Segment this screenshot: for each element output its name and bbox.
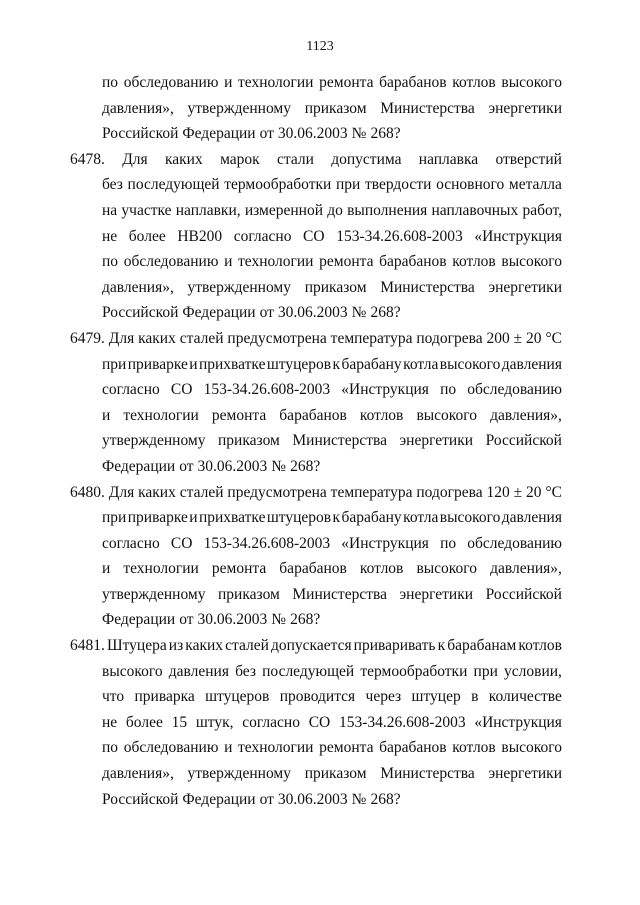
word: при — [102, 509, 127, 527]
word: последующей — [127, 176, 220, 194]
word: давления — [501, 355, 562, 373]
word: ремонта — [319, 739, 374, 757]
word: котла — [403, 509, 439, 527]
word: через — [365, 688, 402, 706]
word: технологии — [238, 74, 314, 91]
continued-question — [70, 70, 562, 147]
text-line — [70, 377, 562, 403]
text-line — [70, 684, 562, 710]
word: № — [351, 304, 367, 322]
text-line — [70, 505, 562, 531]
word: 30.06.2003 — [277, 125, 348, 143]
word: Для — [108, 483, 135, 501]
text-line — [70, 787, 562, 813]
word: утвержденному — [187, 278, 291, 296]
word: на — [102, 201, 118, 219]
word: наплавка — [418, 150, 479, 168]
word: при — [473, 662, 498, 680]
word: Штуцера — [106, 637, 167, 655]
word: не — [102, 227, 118, 245]
word: Российской — [485, 432, 562, 450]
word: и — [102, 560, 111, 578]
word: 153-34.26.608-2003 — [203, 534, 331, 552]
word: котлов — [452, 253, 496, 271]
question-item — [70, 480, 562, 634]
word: без — [235, 662, 256, 680]
word: барабанов — [379, 253, 447, 271]
word: СО — [170, 534, 193, 552]
word: технологии — [123, 406, 199, 424]
word: из — [168, 637, 184, 655]
word: 153-34.26.608-2003 — [339, 713, 466, 731]
word: металла — [508, 176, 562, 194]
word: котлов — [452, 74, 496, 91]
text-line — [70, 300, 562, 326]
word: утвержденному — [102, 432, 206, 450]
word: предусмотрена — [227, 329, 327, 347]
word: и — [224, 739, 233, 757]
word: более — [128, 227, 166, 245]
word: сталей — [179, 329, 224, 347]
word: котлов — [518, 637, 562, 655]
word: № — [351, 790, 367, 808]
word: Российской — [485, 585, 562, 603]
word: ремонта — [211, 560, 267, 578]
word: котлов — [452, 739, 496, 757]
word: давления — [501, 509, 562, 527]
word: от — [179, 611, 194, 629]
word: давления», — [102, 765, 174, 783]
word: работ, — [522, 201, 562, 219]
word: ремонта — [211, 406, 267, 424]
word: обследованию — [467, 534, 562, 552]
word: прихватке — [198, 509, 266, 527]
text-line — [70, 147, 562, 173]
word: ремонта — [319, 253, 374, 271]
text-line — [70, 735, 562, 761]
word: 30.06.2003 — [277, 304, 348, 322]
word: условии, — [504, 662, 562, 680]
word: барабанов — [379, 739, 447, 757]
question-item — [70, 147, 562, 326]
word: стали — [277, 150, 314, 168]
word: «Инструкция — [474, 227, 562, 245]
text-line — [70, 224, 562, 250]
word: подогрева — [416, 483, 483, 501]
word: приварке — [127, 509, 188, 527]
word: к — [437, 637, 446, 655]
word: Федерации — [102, 457, 176, 475]
word: Министерства — [292, 432, 387, 450]
word: Российской — [102, 790, 179, 808]
text-line — [70, 531, 562, 557]
word: барабанам — [447, 637, 517, 655]
word: 30.06.2003 — [277, 790, 348, 808]
word: НВ200 — [177, 227, 223, 245]
word: каких — [138, 483, 176, 501]
word: штуцеров — [266, 509, 332, 527]
text-line — [70, 480, 562, 506]
word: давления», — [490, 406, 562, 424]
text-line — [70, 761, 562, 787]
word: Федерации — [182, 304, 256, 322]
word: последующей — [262, 662, 355, 680]
text-line — [70, 659, 562, 685]
text-line — [70, 454, 562, 480]
word: обследованию — [123, 74, 219, 91]
word: утвержденному — [102, 585, 206, 603]
word: допускается — [271, 637, 352, 655]
word: высокого — [501, 253, 562, 271]
word: температура — [330, 483, 413, 501]
word: 30.06.2003 — [197, 611, 268, 629]
word: что — [102, 688, 125, 706]
word: Министерства — [292, 585, 387, 603]
word: энергетики — [488, 99, 562, 117]
word: от — [259, 125, 274, 143]
word: измеренной — [244, 201, 324, 219]
question-number: 6479. — [70, 329, 105, 347]
word: выполнения — [347, 201, 428, 219]
word: твердости — [364, 176, 432, 194]
word: 15 — [171, 713, 188, 731]
word: штуцер — [411, 688, 461, 706]
text-line — [70, 428, 562, 454]
text-line — [70, 403, 562, 429]
text-line — [70, 556, 562, 582]
word: при — [102, 355, 127, 373]
word: согласно — [233, 227, 292, 245]
word: и — [189, 355, 198, 373]
word: Министерства — [380, 99, 475, 117]
word: СО — [170, 381, 193, 399]
word: 268? — [370, 304, 401, 322]
word: приказом — [304, 278, 367, 296]
word: высокого — [439, 509, 501, 527]
word: и — [224, 74, 233, 91]
text-line — [70, 70, 562, 96]
word: прихватке — [198, 355, 266, 373]
word: более — [125, 713, 163, 731]
word: технологии — [238, 739, 314, 757]
text-line — [70, 275, 562, 301]
word: от — [259, 790, 274, 808]
word: «Инструкция — [341, 381, 429, 399]
word: проводится — [279, 688, 356, 706]
word: согласно — [102, 534, 160, 552]
text-line — [70, 172, 562, 198]
word: подогрева — [416, 329, 483, 347]
word: 120 — [486, 483, 510, 501]
word: 268? — [290, 457, 321, 475]
word: обследованию — [467, 381, 562, 399]
word: 268? — [370, 125, 401, 143]
word: без — [102, 176, 123, 194]
word: количестве — [488, 688, 562, 706]
text-line — [70, 121, 562, 147]
text-line — [70, 198, 562, 224]
word: сталей — [225, 637, 269, 655]
word: энергетики — [488, 278, 562, 296]
word: °С — [545, 483, 562, 501]
word: приваривать — [353, 637, 436, 655]
text-line — [70, 326, 562, 352]
word: давления», — [102, 99, 174, 117]
word: барабанов — [279, 406, 347, 424]
word: Министерства — [380, 765, 475, 783]
word: каких — [138, 329, 176, 347]
word: отверстий — [495, 150, 562, 168]
word: Министерства — [380, 278, 475, 296]
word: до — [327, 201, 343, 219]
word: давления», — [102, 278, 174, 296]
word: обследованию — [123, 739, 219, 757]
word: 20 — [526, 483, 542, 501]
question-number: 6481. — [70, 637, 105, 655]
word: высокого — [416, 406, 478, 424]
word: Для — [122, 150, 148, 168]
word: высокого — [416, 560, 478, 578]
text-line — [70, 710, 562, 736]
word: утвержденному — [187, 99, 291, 117]
word: Федерации — [182, 125, 256, 143]
word: приказом — [218, 432, 280, 450]
word: котлов — [359, 406, 404, 424]
word: к — [332, 509, 341, 527]
word: № — [351, 125, 367, 143]
word: штуцеров — [266, 355, 332, 373]
word: высокого — [501, 739, 562, 757]
word: высокого — [102, 662, 163, 680]
word: Федерации — [102, 611, 176, 629]
text-line — [70, 633, 562, 659]
word: к — [332, 355, 341, 373]
word: 153-34.26.608-2003 — [203, 381, 331, 399]
word: Российской — [102, 304, 179, 322]
word: котла — [403, 355, 439, 373]
text-line — [70, 96, 562, 122]
word: приварка — [134, 688, 195, 706]
word: 30.06.2003 — [197, 457, 268, 475]
word: по — [440, 534, 457, 552]
word: при — [335, 176, 361, 194]
word: ремонта — [319, 74, 374, 91]
text-line — [70, 249, 562, 275]
text-line — [70, 352, 562, 378]
word: «Инструкция — [341, 534, 429, 552]
word: согласно — [102, 381, 160, 399]
word: давления — [168, 662, 229, 680]
text-line — [70, 607, 562, 633]
word: 153-34.26.608-2003 — [336, 227, 463, 245]
document-body — [70, 70, 562, 812]
word: ± — [513, 483, 523, 501]
word: приказом — [304, 765, 367, 783]
word: наплавки, — [175, 201, 241, 219]
word: термообработки — [360, 662, 468, 680]
word: котлов — [359, 560, 404, 578]
word: энергетики — [399, 585, 474, 603]
word: технологии — [123, 560, 199, 578]
word: СО — [303, 227, 325, 245]
word: сталей — [179, 483, 224, 501]
word: штук, — [195, 713, 234, 731]
word: давления», — [490, 560, 562, 578]
word: 200 — [486, 329, 510, 347]
word: приказом — [304, 99, 367, 117]
question-item — [70, 326, 562, 480]
word: наплавочных — [431, 201, 519, 219]
word: температура — [330, 329, 413, 347]
word: марок — [220, 150, 260, 168]
word: каких — [185, 637, 224, 655]
word: приказом — [218, 585, 280, 603]
word: °С — [545, 329, 562, 347]
word: энергетики — [488, 765, 562, 783]
word: барабанов — [279, 560, 347, 578]
word: 20 — [526, 329, 542, 347]
word: барабану — [341, 509, 402, 527]
word: и — [189, 509, 198, 527]
word: барабану — [341, 355, 402, 373]
word: основного — [436, 176, 505, 194]
text-line — [70, 582, 562, 608]
word: приварке — [127, 355, 188, 373]
word: 268? — [290, 611, 321, 629]
word: СО — [308, 713, 331, 731]
word: барабанов — [379, 74, 447, 91]
word: Российской — [102, 125, 179, 143]
word: высокого — [439, 355, 501, 373]
word: согласно — [242, 713, 300, 731]
question-item — [70, 633, 562, 812]
word: 268? — [370, 790, 401, 808]
word: по — [440, 381, 457, 399]
word: предусмотрена — [227, 483, 327, 501]
word: № — [271, 457, 287, 475]
word: от — [259, 304, 274, 322]
word: и — [102, 406, 111, 424]
word: по — [102, 739, 119, 757]
word: технологии — [238, 253, 314, 271]
word: высокого — [501, 74, 562, 91]
question-number: 6480. — [70, 483, 105, 501]
word: по — [102, 74, 119, 91]
word: допустима — [331, 150, 402, 168]
word: участке — [121, 201, 172, 219]
word: от — [179, 457, 194, 475]
word: Для — [108, 329, 135, 347]
word: и — [224, 253, 233, 271]
word: «Инструкция — [474, 713, 562, 731]
word: термообработки — [224, 176, 332, 194]
page-number: 1123 — [306, 39, 334, 54]
word: каких — [164, 150, 203, 168]
word: ± — [513, 329, 523, 347]
word: энергетики — [399, 432, 474, 450]
word: Федерации — [182, 790, 256, 808]
word: по — [102, 253, 119, 271]
word: № — [271, 611, 287, 629]
word: в — [471, 688, 479, 706]
word: утвержденному — [187, 765, 291, 783]
word: не — [102, 713, 118, 731]
word: штуцеров — [205, 688, 270, 706]
word: обследованию — [123, 253, 219, 271]
question-number: 6478. — [70, 150, 105, 168]
